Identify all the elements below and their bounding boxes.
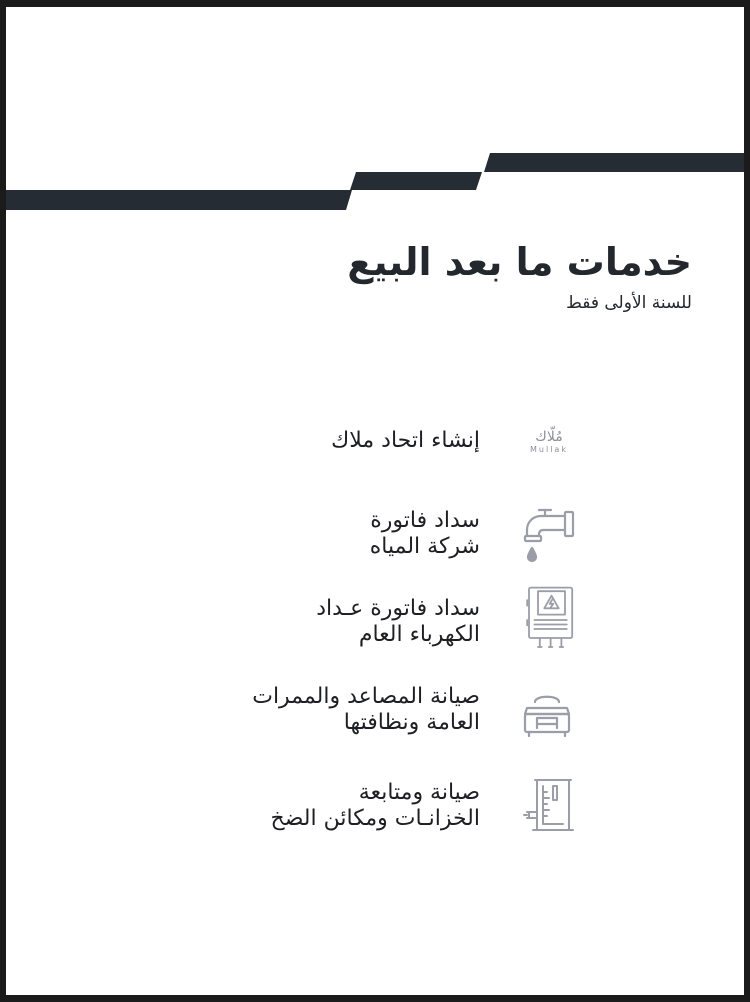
- electric-meter-icon: [515, 584, 579, 656]
- mullak-logo-icon: [522, 429, 576, 455]
- logo-arabic-text: مُلّاك: [535, 429, 563, 445]
- stripe-left: [6, 190, 352, 210]
- service-line: سداد فاتورة عـداد: [316, 596, 480, 621]
- stripe-middle: [350, 172, 482, 190]
- service-line: صيانة المصاعد والممرات: [252, 684, 480, 709]
- service-line: سداد فاتورة: [370, 508, 480, 533]
- service-line: الخزانـات ومكائن الضخ: [270, 806, 480, 831]
- water-tank-pump-icon: [515, 772, 579, 844]
- water-tap-icon: [515, 500, 579, 572]
- stripe-right: [484, 153, 744, 172]
- service-item-tanks-pumps: [271, 780, 480, 832]
- elevator-cleaning-icon: [515, 680, 579, 752]
- logo-latin-text: Mullak: [530, 445, 568, 454]
- service-item-water-bill: [370, 508, 480, 560]
- page-title: خدمات ما بعد البيع: [347, 240, 692, 284]
- service-line: شركة المياه: [369, 534, 480, 559]
- service-line: العامة ونظافتها: [343, 710, 480, 735]
- service-line: صيانة ومتابعة: [358, 780, 480, 805]
- service-line: إنشاء اتحاد ملاك: [331, 428, 480, 453]
- service-item-owners-association: [331, 428, 480, 454]
- service-line: الكهرباء العام: [358, 622, 480, 647]
- decorative-stripes: [0, 0, 750, 220]
- service-item-electricity-bill: [316, 596, 480, 648]
- service-item-elevators-corridors: [252, 684, 480, 736]
- page-subtitle: للسنة الأولى فقط: [566, 293, 692, 313]
